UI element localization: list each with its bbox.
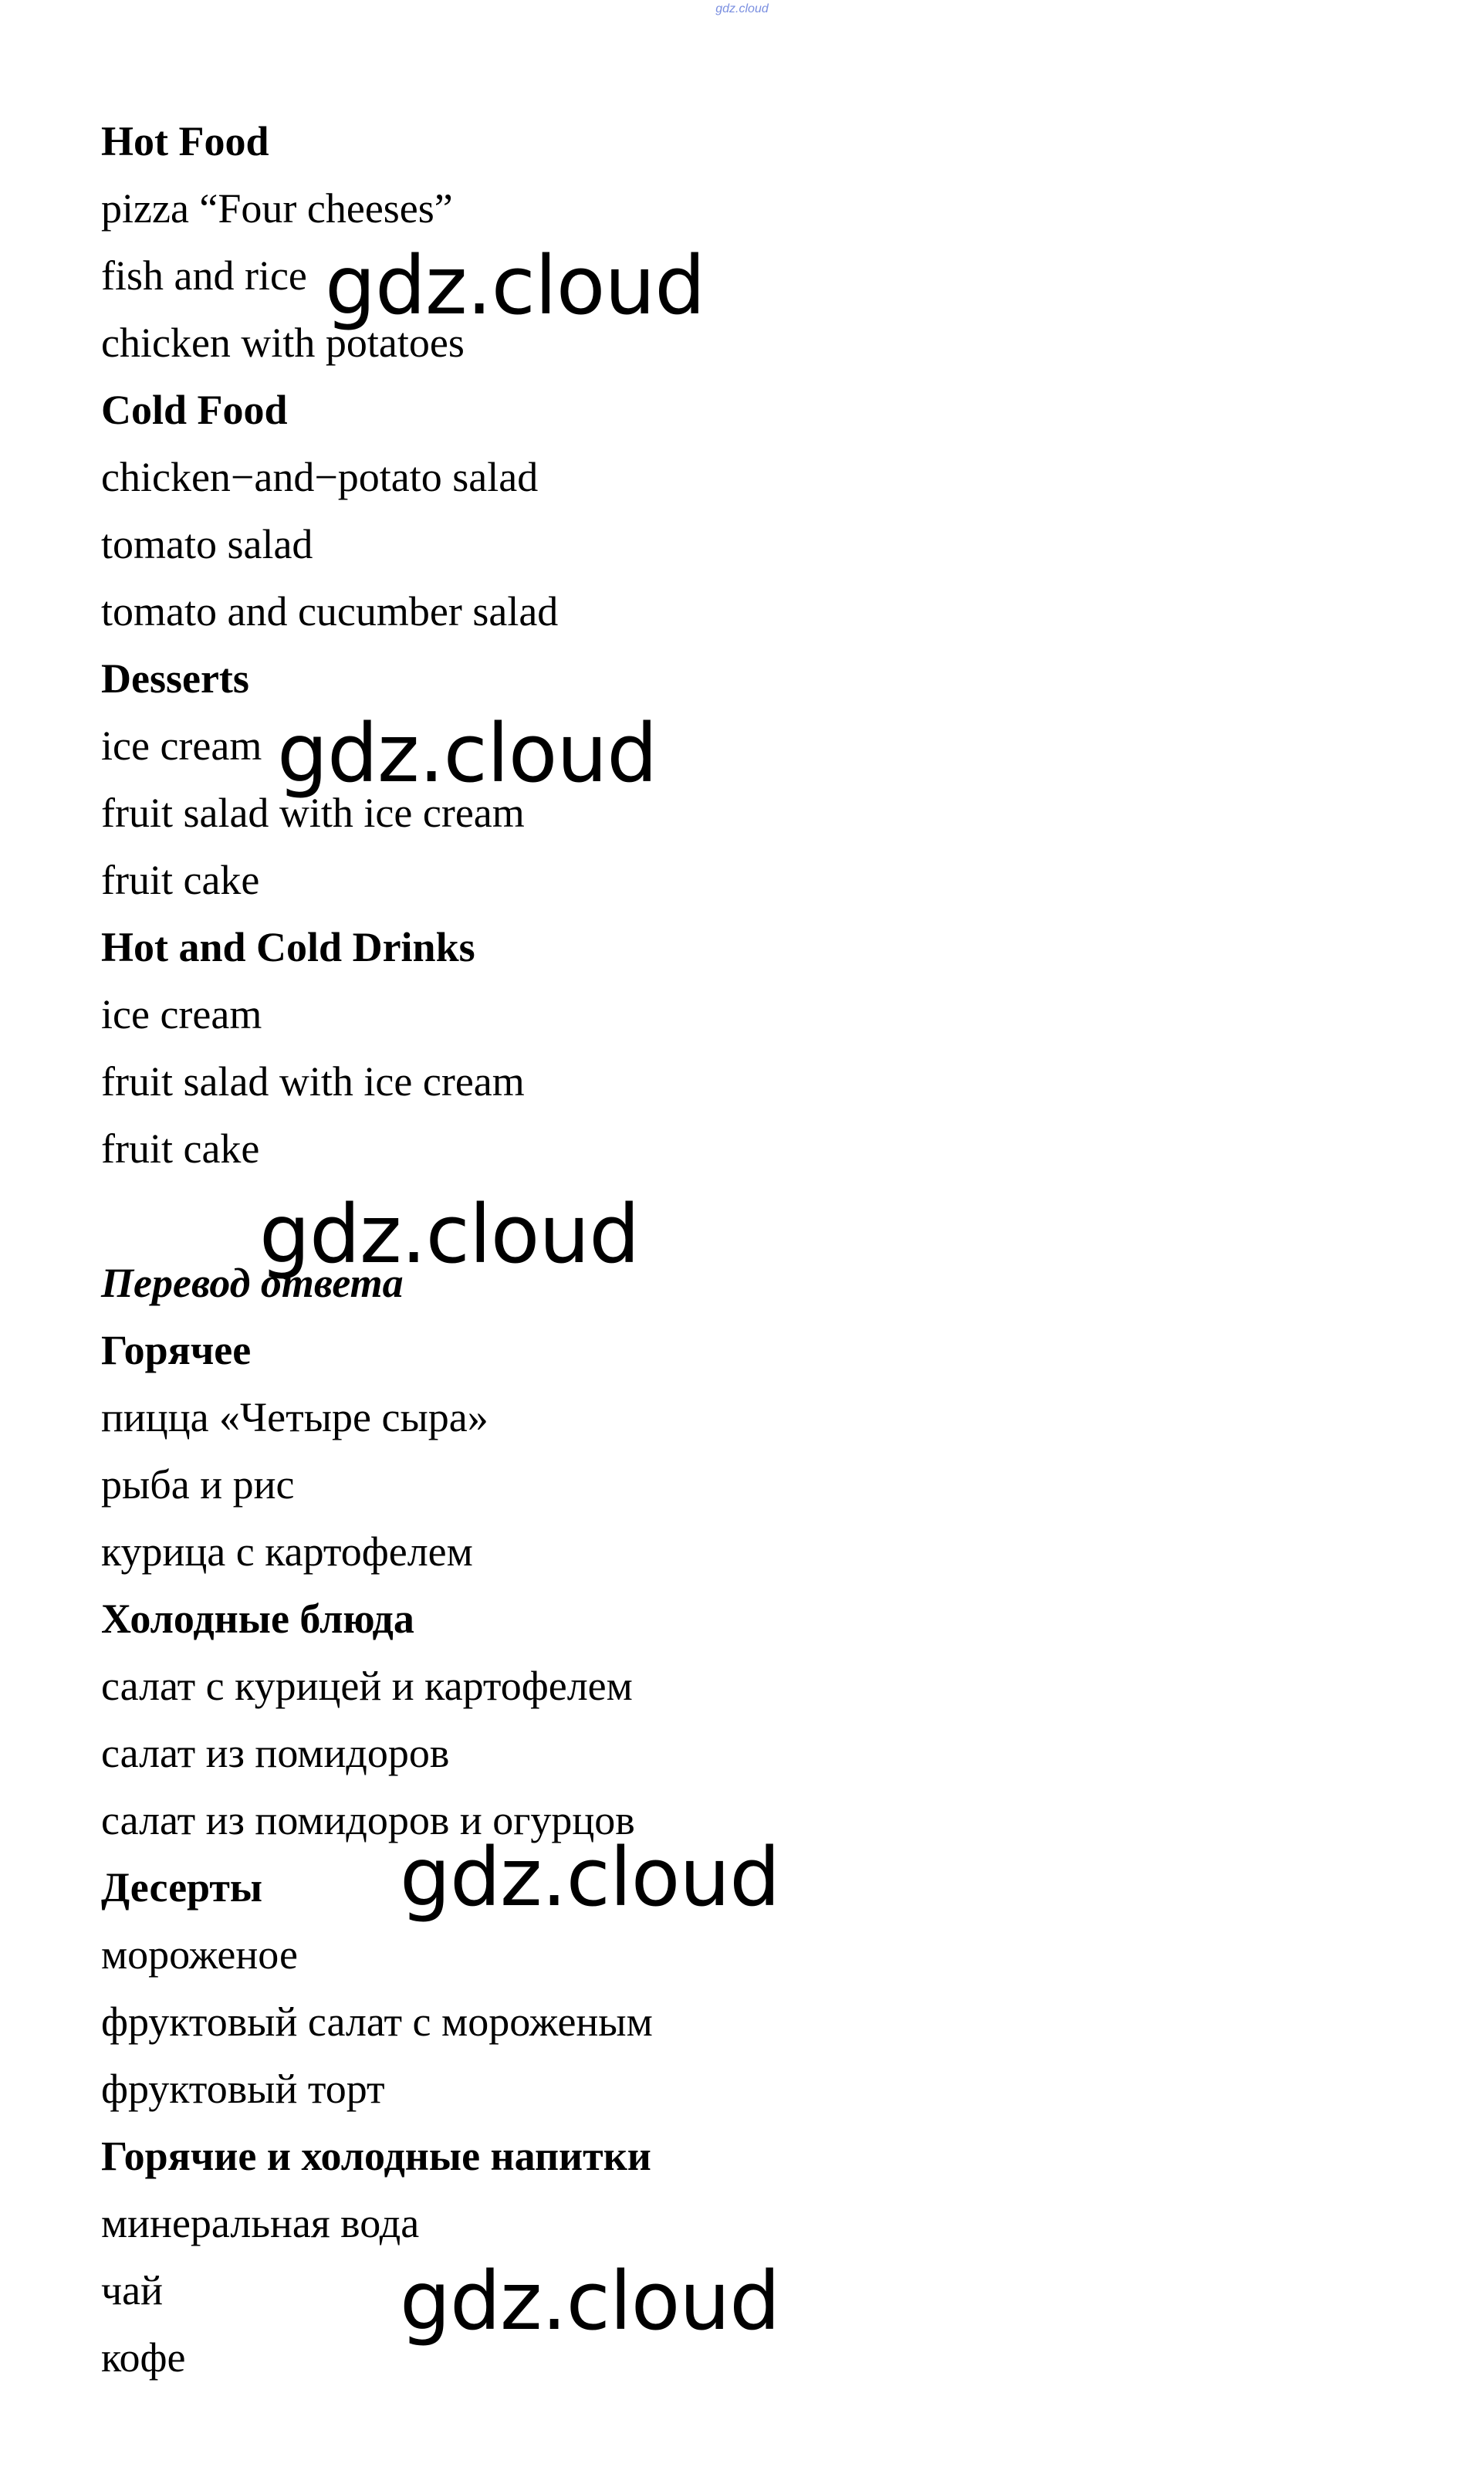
list-item: салат из помидоров bbox=[101, 1730, 450, 1776]
list-item: tomato and cucumber salad bbox=[101, 588, 559, 635]
list-item: fruit cake bbox=[101, 857, 260, 903]
list-item: ice cream bbox=[101, 991, 262, 1037]
section-heading-cold-food: Cold Food bbox=[101, 387, 288, 433]
list-item: кофе bbox=[101, 2334, 186, 2381]
list-item: chicken−and−potato salad bbox=[101, 454, 539, 500]
list-item: курица с картофелем bbox=[101, 1528, 473, 1575]
list-item: салат из помидоров и огурцов bbox=[101, 1797, 635, 1843]
list-item: tomato salad bbox=[101, 521, 313, 567]
list-item: fruit cake bbox=[101, 1125, 260, 1172]
watermark: gdz.cloud bbox=[400, 2254, 780, 2348]
list-item: ice cream bbox=[101, 723, 262, 769]
list-item: мороженое bbox=[101, 1931, 298, 1978]
list-item: chicken with potatoes bbox=[101, 320, 465, 366]
section-heading-drinks-ru: Горячие и холодные напитки bbox=[101, 2133, 651, 2179]
section-heading-desserts: Desserts bbox=[101, 655, 249, 702]
list-item: фруктовый торт bbox=[101, 2066, 385, 2112]
watermark: gdz.cloud bbox=[259, 1187, 640, 1281]
top-watermark: gdz.cloud bbox=[715, 2, 769, 15]
list-item: pizza “Four cheeses” bbox=[101, 185, 453, 232]
list-item: fruit salad with ice cream bbox=[101, 1058, 525, 1105]
list-item: салат с курицей и картофелем bbox=[101, 1663, 633, 1709]
watermark: gdz.cloud bbox=[277, 706, 657, 800]
section-heading-cold-ru: Холодные блюда bbox=[101, 1596, 414, 1642]
list-item: fruit salad with ice cream bbox=[101, 790, 525, 836]
section-heading-drinks: Hot and Cold Drinks bbox=[101, 924, 475, 970]
section-heading-hot-food: Hot Food bbox=[101, 118, 269, 164]
list-item: фруктовый салат с мороженым bbox=[101, 1999, 653, 2045]
list-item: минеральная вода bbox=[101, 2200, 420, 2246]
list-item: рыба и рис bbox=[101, 1461, 295, 1508]
list-item: чай bbox=[101, 2267, 164, 2313]
section-heading-desserts-ru: Десерты bbox=[101, 1864, 263, 1911]
section-heading-hot-ru: Горячее bbox=[101, 1327, 252, 1373]
list-item: пицца «Четыре сыра» bbox=[101, 1394, 488, 1440]
watermark: gdz.cloud bbox=[325, 239, 705, 333]
list-item: fish and rice bbox=[101, 252, 307, 299]
translation-title: Перевод ответа bbox=[101, 1260, 404, 1306]
watermark: gdz.cloud bbox=[400, 1830, 780, 1924]
